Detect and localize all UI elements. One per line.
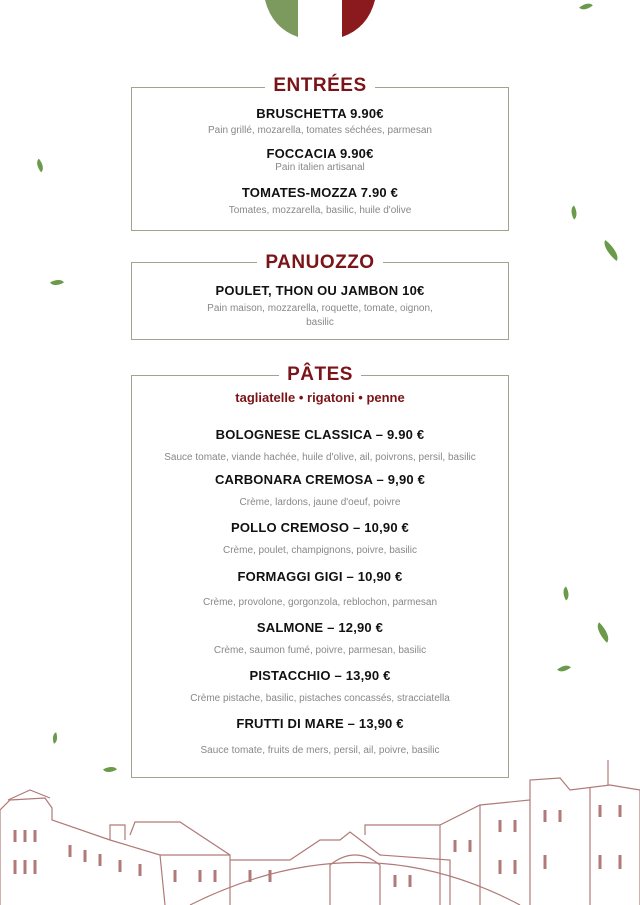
leaf-icon [560, 587, 572, 601]
menu-item-desc: Sauce tomate, fruits de mers, persil, ail, poivre, basilic [200, 745, 440, 756]
leaf-icon [50, 732, 59, 743]
menu-item-name: FOCCACIA 9.90€ [266, 146, 374, 161]
menu-item-name: CARBONARA CREMOSA – 9,90 € [214, 472, 426, 487]
menu-item-desc: Pain italien artisanal [275, 162, 365, 173]
menu-item-desc: Crème pistache, basilic, pistaches concassés, stracciatella [190, 693, 450, 704]
leaf-icon [33, 159, 46, 173]
menu-item-name: FORMAGGI GIGI – 10,90 € [237, 569, 403, 584]
menu-item-name: TOMATES-MOZZA 7.90 € [241, 185, 399, 200]
menu-item-desc: Crème, poulet, champignons, poivre, basilic [223, 545, 417, 556]
pates-subtitle: tagliatelle • rigatoni • penne [235, 390, 405, 405]
leaf-icon [557, 662, 571, 675]
menu-item-desc: Sauce tomate, viande hachée, huile d'olive, ail, poivrons, persil, basilic [164, 452, 476, 463]
menu-item-desc: Crème, lardons, jaune d'oeuf, poivre [239, 497, 401, 508]
menu-item-desc: Crème, saumon fumé, poivre, parmesan, basilic [213, 645, 427, 656]
menu-item-name: PISTACCHIO – 13,90 € [249, 668, 391, 683]
leaf-icon [593, 622, 614, 643]
leaf-icon [579, 0, 593, 13]
city-sketch-illustration [0, 760, 640, 905]
panuozzo-title: PANUOZZO [0, 252, 640, 274]
menu-item-desc: Crème, provolone, gorgonzola, reblochon, parmesan [202, 597, 438, 608]
leaf-icon [50, 276, 64, 288]
menu-item-name: FRUTTI DI MARE – 13,90 € [236, 716, 404, 731]
italian-flag-decoration [262, 0, 378, 40]
menu-item-name: POULET, THON OU JAMBON 10€ [215, 283, 425, 298]
menu-item-name: BRUSCHETTA 9.90€ [256, 106, 384, 121]
leaf-icon [568, 206, 580, 220]
menu-item-name: SALMONE – 12,90 € [256, 620, 384, 635]
menu-item-desc: Pain maison, mozzarella, roquette, tomate, oignon, basilic [207, 303, 433, 328]
menu-item-name: BOLOGNESE CLASSICA – 9.90 € [215, 427, 425, 442]
menu-item-desc: Pain grillé, mozarella, tomates séchées, parmesan [208, 125, 432, 136]
pates-title: PÂTES [0, 364, 640, 386]
entrees-title: ENTRÉES [0, 75, 640, 97]
menu-item-name: POLLO CREMOSO – 10,90 € [231, 520, 409, 535]
menu-item-desc: Tomates, mozzarella, basilic, huile d'olive [228, 205, 412, 216]
